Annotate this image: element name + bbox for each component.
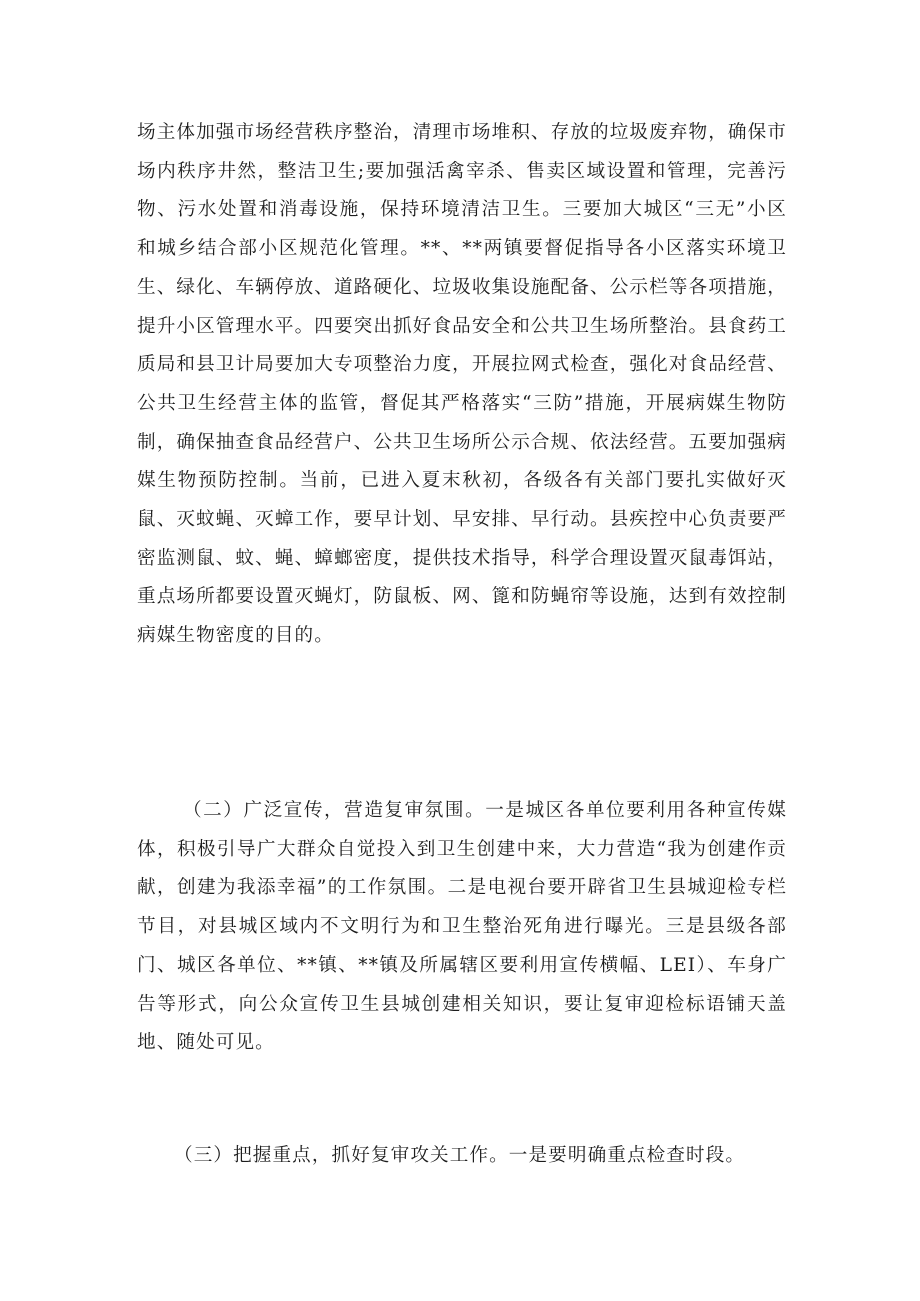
paragraph-sanitation-measures: 场主体加强市场经营秩序整治，清理市场堆积、存放的垃圾废弃物，确保市场内秩序井然，整洁卫生;要加强活禽宰杀、售卖区域设置和管理，完善污物、污水处置和消毒设施，保持环境清洁卫生。三要加大城区“三无”小区和城乡结合部小区规范化管理。**、**两镇要督促指导各小区落实环境卫生、绿化、车辆停放、道路硬化、垃圾收集设施配备、公示栏等各项措施，提升小区管理水平。四要突出抓好食品安全和公共卫生场所整治。县食药工质局和县卫计局要加大专项整治力度，开展拉网式检查，强化对食品经营、公共卫生经营主体的监管，督促其严格落实“三防”措施，开展病媒生物防制，确保抽查食品经营户、公共卫生场所公示合规、依法经营。五要加强病媒生物预防控制。当前，已进入夏末秋初，各级各有关部门要扎实做好灭鼠、灭蚊蝇、灭蟑工作，要早计划、早安排、早行动。县疾控中心负责要严密监测鼠、蚊、蝇、蟑螂密度，提供技术指导，科学合理设置灭鼠毒饵站，重点场所都要设置灭蝇灯，防鼠板、网、篦和防蝇帘等设施，达到有效控制病媒生物密度的目的。 (137, 122, 787, 647)
paragraph-publicity: （二）广泛宣传，营造复审氛围。一是城区各单位要利用各种宣传媒体，积极引导广大群众自觉投入到卫生创建中来，大力营造“我为创建作贡献，创建为我添幸福”的工作氛围。二是电视台要开辟省卫生县城迎检专栏节目，对县城区域内不文明行为和卫生整治死角进行曝光。三是县级各部门、城区各单位、**镇、**镇及所属辖区要利用宣传横幅、LEI）、车身广告等形式，向公众宣传卫生县城创建相关知识，要让复审迎检标语铺天盖地、随处可见。 (137, 800, 787, 1054)
paragraph-key-points: （三）把握重点，抓好复审攻关工作。一是要明确重点检查时段。 (174, 1145, 746, 1166)
